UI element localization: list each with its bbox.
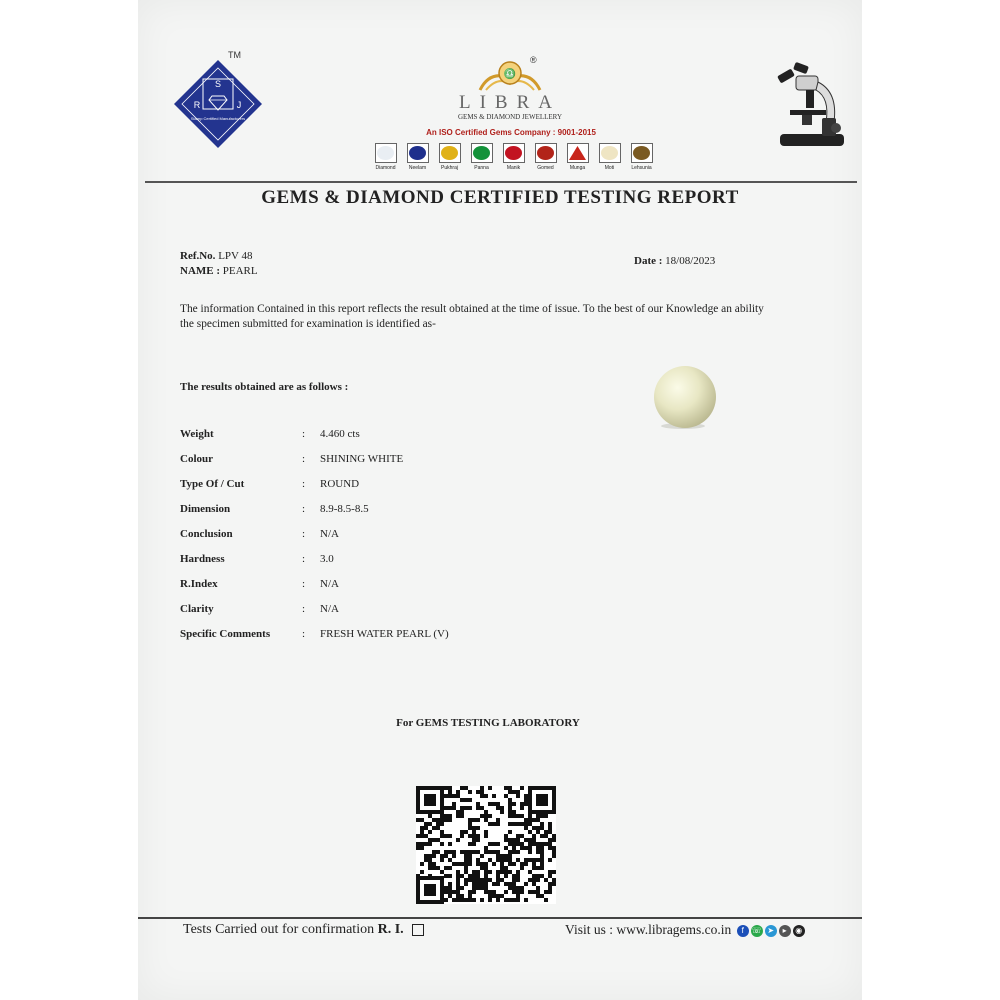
website-text[interactable]: Visit us : www.libragems.co.in [565, 922, 732, 937]
date-value: 18/08/2023 [665, 255, 716, 267]
report-date [634, 255, 715, 267]
gem-image [439, 143, 461, 163]
result-separator: : [302, 578, 306, 590]
result-separator: : [302, 528, 306, 540]
iso-certification-line: An ISO Certified Gems Company : 9001-2015 [426, 128, 596, 137]
gem-swatch [564, 143, 591, 177]
result-value: 3.0 [320, 553, 334, 565]
result-separator: : [302, 603, 306, 615]
facebook-icon[interactable]: f [737, 925, 749, 937]
gem-image [567, 143, 589, 163]
gem-image [535, 143, 557, 163]
intro-paragraph: The information Contained in this report reflects the result obtained at the time of issue. To the best of our Knowledge an ability the specimen submitted for examination is identified as- [180, 303, 764, 330]
result-label: Conclusion [180, 528, 233, 540]
brand-subtitle: GEMS & DIAMOND JEWELLERY [457, 113, 563, 121]
result-label: Colour [180, 453, 213, 465]
result-label: Type Of / Cut [180, 478, 245, 490]
gem-label: Pukhraj [441, 165, 458, 171]
gem-swatch [436, 143, 463, 177]
result-separator: : [302, 453, 306, 465]
gem-image [599, 143, 621, 163]
gem-swatch [372, 143, 399, 177]
result-value: N/A [320, 603, 339, 615]
gem-label: Manik [506, 165, 521, 171]
gem-swatch [532, 143, 559, 177]
gemstone-row [372, 143, 662, 177]
result-separator: : [302, 553, 306, 565]
instagram-icon[interactable]: ◉ [793, 925, 805, 937]
result-value: 8.9-8.5-8.5 [320, 503, 369, 515]
result-value: FRESH WATER PEARL (V) [320, 628, 449, 640]
result-separator: : [302, 478, 306, 490]
result-value: SHINING WHITE [320, 453, 404, 465]
gem-image [631, 143, 653, 163]
result-value: 4.460 cts [320, 428, 360, 440]
gem-label: Diamond [375, 165, 396, 171]
telegram-icon[interactable]: ➤ [765, 925, 777, 937]
badge-letter-r: R [193, 100, 201, 110]
registered-mark: ® [530, 55, 537, 65]
gem-label: Gomed [537, 165, 554, 171]
header-divider [145, 181, 857, 183]
badge-letter-j: J [236, 100, 242, 110]
srj-badge-logo [172, 58, 264, 150]
result-label: Weight [180, 428, 214, 440]
gem-label: Lehsunia [631, 165, 652, 171]
result-value: N/A [320, 578, 339, 590]
gem-image [407, 143, 429, 163]
pearl-photo [652, 364, 718, 430]
badge-caption: Stamp Certified Manufacturers [190, 116, 246, 121]
svg-text:♎: ♎ [503, 69, 517, 80]
gem-image [471, 143, 493, 163]
lab-signature-line: For GEMS TESTING LABORATORY [396, 717, 580, 729]
result-label: Dimension [180, 503, 231, 515]
footer-divider [138, 917, 862, 919]
date-label: Date : [634, 255, 663, 267]
gem-label: Munga [569, 165, 586, 171]
gem-label: Moti [604, 165, 615, 171]
gem-swatch [468, 143, 495, 177]
result-label: Specific Comments [180, 628, 271, 640]
result-separator: : [302, 428, 306, 440]
result-label: Hardness [180, 553, 225, 565]
gem-swatch [404, 143, 431, 177]
libra-emblem-logo [470, 56, 550, 96]
report-title: GEMS & DIAMOND CERTIFIED TESTING REPORT [261, 187, 739, 208]
gem-image [375, 143, 397, 163]
result-value: N/A [320, 528, 339, 540]
result-label: Clarity [180, 603, 214, 615]
footer-ri: R. I. [377, 922, 404, 937]
youtube-icon[interactable]: ▸ [779, 925, 791, 937]
footer-website [565, 922, 805, 938]
reference-number [180, 250, 253, 262]
ref-label: Ref.No. [180, 250, 216, 262]
name-label: NAME : [180, 265, 221, 277]
whatsapp-icon[interactable]: ☏ [751, 925, 762, 935]
gem-label: Panna [474, 165, 489, 171]
result-value: ROUND [320, 478, 360, 490]
social-icons [737, 925, 805, 937]
specimen-name [180, 265, 258, 277]
ri-checkbox[interactable] [412, 924, 424, 936]
badge-letter-s: S [214, 79, 222, 89]
brand-name: LIBRA [459, 92, 561, 113]
gem-swatch [500, 143, 527, 177]
result-separator: : [302, 503, 306, 515]
results-heading: The results obtained are as follows : [180, 381, 349, 393]
ref-value: LPV 48 [218, 250, 253, 262]
footer-confirmation-text: Tests Carried out for confirmation [183, 922, 375, 937]
footer-confirmation [183, 922, 424, 938]
gem-label: Neelam [408, 165, 427, 171]
result-label: R.Index [180, 578, 218, 590]
gem-image [503, 143, 525, 163]
trademark-mark: TM [228, 50, 241, 60]
qr-code[interactable] [416, 786, 556, 904]
result-separator: : [302, 628, 306, 640]
microscope-icon [772, 62, 848, 154]
name-value: PEARL [222, 265, 258, 277]
gem-swatch [596, 143, 623, 177]
gem-swatch [628, 143, 655, 177]
